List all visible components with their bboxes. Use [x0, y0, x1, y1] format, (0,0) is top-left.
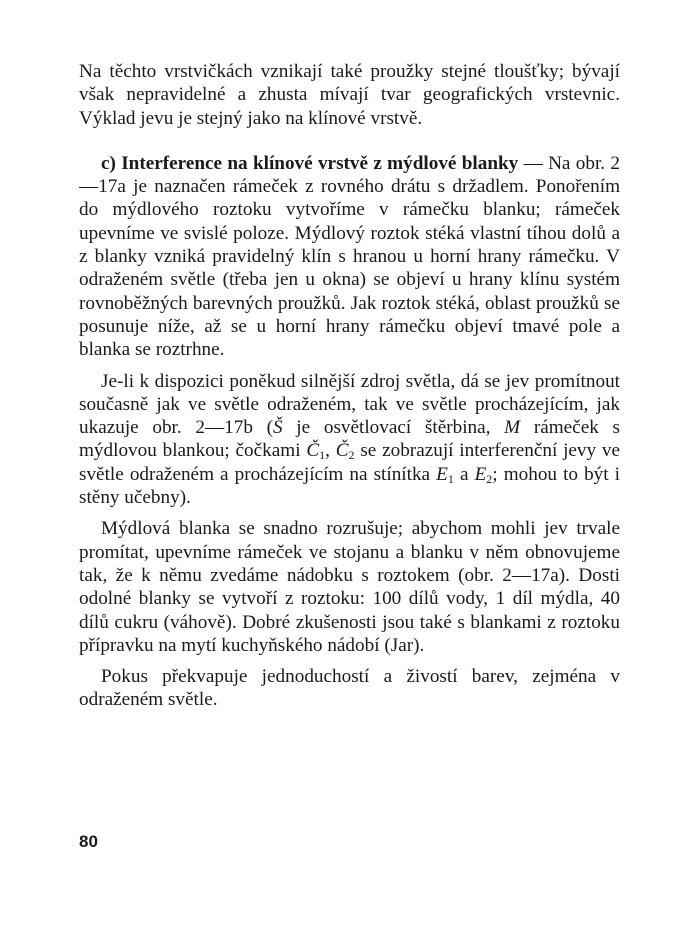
paragraph-3 [79, 370, 620, 510]
p3-part-a: Je-li k dispozici poněkud silnější zdroj světla, dá se jev promítnout současně jak ve světle odraženém, tak ve světle procházejícím, jak ukazuje obr. 2—17b ( [79, 370, 620, 439]
symbol-e2: E [474, 463, 487, 485]
paragraph-1: Na těchto vrstvičkách vznikají také proužky stejné tloušťky; bývají však nepravidelné a zhusta mívají tvar geografických vrstevnic. Výklad jevu je stejný jako na klínové vrstvě. [79, 61, 620, 129]
symbol-s: Š [273, 417, 283, 439]
paragraph-2 [79, 152, 620, 362]
paragraph-4: Mýdlová blanka se snadno rozrušuje; abychom mohli jev trvale promítat, upevníme rámeček ve stojanu a blanku v něm obnovujeme tak, že k němu zvedáme nádobku s roztokem (obr. 2—17a). Dosti odolné blanky se vytvoří z roztoku: 100 dílů vody, 1 díl mýdla, 40 dílů cukru (váhově). Dobré zkušenosti jsou také s blankami z roztoku přípravku na mytí kuchyňského nádobí (Jar). [79, 518, 620, 656]
symbol-c2: Č [335, 440, 349, 462]
symbol-e1: E [436, 463, 448, 485]
symbol-c1: Č [306, 440, 320, 462]
paragraph-5: Pokus překvapuje jednoduchostí a živostí barev, zejména v odraženém světle. [79, 666, 620, 711]
p3-part-e: se zobrazují interferenční jevy ve světle odraženém a procházejícím na stínítka [79, 440, 620, 485]
symbol-e2-subscript: 2 [486, 471, 493, 486]
p3-part-b: je osvětlovací štěrbina, [282, 417, 505, 439]
page-number: 80 [79, 832, 98, 851]
symbol-c1-subscript: 1 [319, 448, 326, 463]
text-block [79, 60, 620, 712]
section-heading: c) Interference na klínové vrstvě z mýdlové blanky [101, 152, 519, 174]
p3-part-f: a [453, 463, 475, 485]
p3-part-c: rámeček s mýdlovou blankou; čočkami [79, 417, 620, 462]
symbol-e1-subscript: 1 [447, 471, 454, 486]
symbol-c2-subscript: 2 [348, 448, 355, 463]
p3-part-g: ; mohou to být i stěny učebny). [79, 463, 620, 509]
symbol-m: M [504, 417, 521, 439]
p3-part-d: , [325, 440, 336, 462]
paragraph-2-body: — Na obr. 2—17a je naznačen rámeček z rovného drátu s držadlem. Ponořením do mýdlového roztoku vytvoříme v rámečku blanku; rámeček upevníme ve svislé poloze. Mýdlový roztok stéká vlastní tíhou dolů a z blanky vzniká pravidelný klín s hranou u horní hrany rámečku. V odraženém světle (třeba jen u okna) se objeví u hrany klínu systém rovnoběžných barevných proužků. Jak roztok stéká, oblast proužků se posunuje níže, až se u horní hrany rámečku objeví tmavé pole a blanka se roztrhne. [79, 152, 620, 361]
